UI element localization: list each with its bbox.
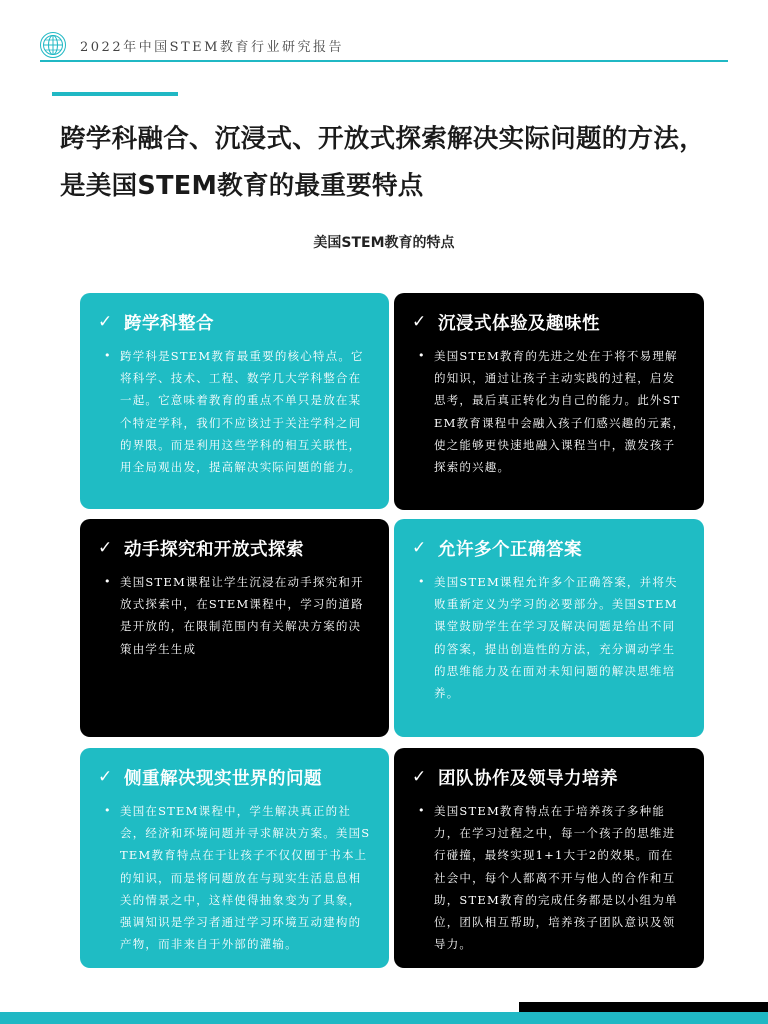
checkmark-icon: ✓ (98, 312, 113, 332)
checkmark-icon: ✓ (98, 538, 113, 558)
card-text: 美国STEM教育特点在于培养孩子多种能力，在学习过程之中，每一个孩子的思维进行碰撞，最终实现1+1大于2的效果。而在社会中，每个人都离不开与他人的合作和互助，STEM教育的完成任务都是以小组为单位，团队相互帮助，培养孩子团队意识及领导力。 (434, 804, 678, 952)
bullet-icon: • (104, 575, 111, 588)
footer-bar (0, 1012, 768, 1024)
feature-card-teamwork (394, 748, 704, 968)
checkmark-icon: ✓ (412, 538, 427, 558)
card-text: 跨学科是STEM教育最重要的核心特点。它将科学、技术、工程、数学几大学科整合在一起。它意味着教育的重点不单只是放在某个特定学科，我们不应该过于关注学科之间的界限。而是利用这些学科的相互关联性，用全局观出发，提高解决实际问题的能力。 (120, 349, 364, 475)
header-divider (40, 60, 728, 62)
checkmark-icon: ✓ (412, 312, 427, 332)
checkmark-icon: ✓ (98, 767, 113, 787)
card-title: 动手探究和开放式探索 (124, 539, 304, 560)
feature-card-real-world (80, 748, 389, 968)
bullet-icon: • (418, 804, 425, 817)
feature-card-immersive (394, 293, 704, 510)
feature-card-multiple-answers (394, 519, 704, 737)
bullet-icon: • (104, 349, 111, 362)
feature-card-interdisciplinary (80, 293, 389, 509)
card-title: 沉浸式体验及趣味性 (438, 313, 600, 334)
bullet-icon: • (418, 575, 425, 588)
card-text: 美国在STEM课程中，学生解决真正的社会，经济和环境问题并寻求解决方案。美国STEM教育特点在于让孩子不仅仅囿于书本上的知识，而是将问题放在与现实生活息息相关的情景之中，这样使得抽象变为了具象，强调知识是学习者通过学习环境互动建构的产物，而非来自于外部的灌输。 (120, 804, 371, 952)
report-title: 2022年中国STEM教育行业研究报告 (80, 39, 344, 55)
bullet-icon: • (104, 804, 111, 817)
card-title: 侧重解决现实世界的问题 (124, 768, 322, 789)
bullet-icon: • (418, 349, 425, 362)
feature-card-hands-on (80, 519, 389, 737)
card-text: 美国STEM教育的先进之处在于将不易理解的知识，通过让孩子主动实践的过程，启发思考，最后真正转化为自己的能力。此外STEM教育课程中会融入孩子们感兴趣的元素，使之能够更快速地融入课程当中，激发孩子探索的兴趣。 (434, 349, 686, 475)
section-subtitle: 美国STEM教育的特点 (313, 235, 455, 251)
globe-icon (40, 32, 66, 58)
checkmark-icon: ✓ (412, 767, 427, 787)
card-title: 团队协作及领导力培养 (438, 768, 618, 789)
card-text: 美国STEM课程允许多个正确答案，并将失败重新定义为学习的必要部分。美国STEM课堂鼓励学生在学习及解决问题是给出不同的答案，提出创造性的方法，充分调动学生的思维能力及在面对未知问题的解决思维培养。 (434, 575, 678, 701)
card-title: 跨学科整合 (124, 313, 214, 334)
headline-accent-bar (52, 92, 178, 96)
card-text: 美国STEM课程让学生沉浸在动手探究和开放式探索中，在STEM课程中，学习的道路是开放的，在限制范围内有关解决方案的决策由学生生成 (120, 575, 364, 656)
report-header (40, 28, 344, 62)
page-headline: 跨学科融合、沉浸式、开放式探索解决实际问题的方法，是美国STEM教育的最重要特点 (60, 124, 706, 201)
footer-accent-bar (519, 1002, 768, 1012)
card-title: 允许多个正确答案 (438, 539, 582, 560)
